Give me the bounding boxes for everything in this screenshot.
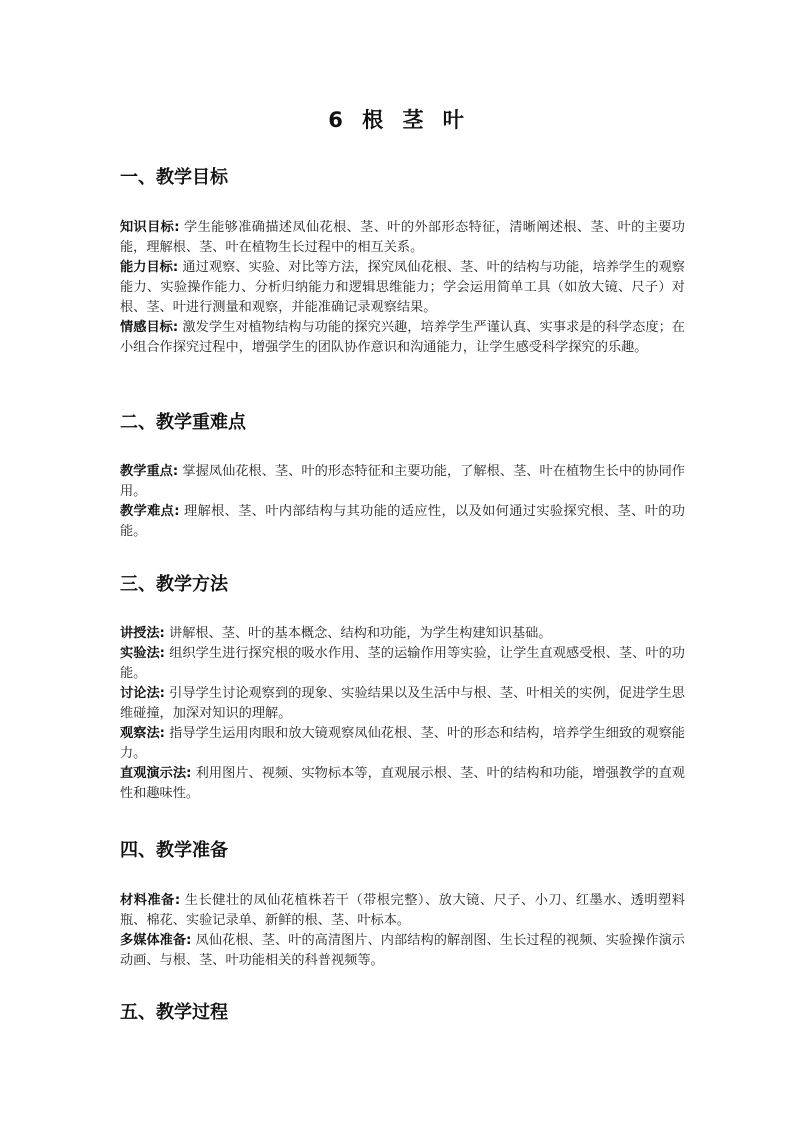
section-heading: 二、教学重难点 <box>120 412 246 433</box>
section-body <box>120 891 685 971</box>
paragraph-knowledge-goal <box>120 218 685 258</box>
paragraph-label: 教学重点: <box>120 464 179 479</box>
paragraph-text: 学生能够准确描述凤仙花根、茎、叶的外部形态特征，清晰阐述根、茎、叶的主要功能，理解根、茎、叶在植物生长过程中的相互关系。 <box>120 220 685 255</box>
section-heading: 五、教学过程 <box>120 1002 228 1023</box>
section-teaching-methods <box>120 573 685 804</box>
paragraph-experiment-method <box>120 644 685 684</box>
paragraph-text: 通过观察、实验、对比等方法，探究凤仙花根、茎、叶的结构与功能，培养学生的观察能力、实验操作能力、分析归纳能力和逻辑思维能力；学会运用简单工具（如放大镜、尺子）对根、茎、叶进行测量和观察，并能准确记录观察结果。 <box>120 260 685 315</box>
paragraph-label: 多媒体准备: <box>120 933 192 948</box>
paragraph-demonstration-method <box>120 764 685 804</box>
paragraph-text: 讲解根、茎、叶的基本概念、结构和功能，为学生构建知识基础。 <box>164 626 552 641</box>
section-body <box>120 462 685 542</box>
paragraph-label: 直观演示法: <box>120 766 192 781</box>
paragraph-text: 生长健壮的凤仙花植株若干（带根完整）、放大镜、尺子、小刀、红墨水、透明塑料瓶、棉花、实验记录单、新鲜的根、茎、叶标本。 <box>120 893 685 928</box>
paragraph-text: 凤仙花根、茎、叶的高清图片、内部结构的解剖图、生长过程的视频、实验操作演示动画、与根、茎、叶功能相关的科普视频等。 <box>120 933 685 968</box>
section-teaching-preparation <box>120 839 685 971</box>
paragraph-label: 观察法: <box>120 726 165 741</box>
paragraph-text: 组织学生进行探究根的吸水作用、茎的运输作用等实验，让学生直观感受根、茎、叶的功能。 <box>120 646 685 681</box>
paragraph-material-prep <box>120 891 685 931</box>
paragraph-text: 利用图片、视频、实物标本等，直观展示根、茎、叶的结构和功能，增强教学的直观性和趣味性。 <box>120 766 685 801</box>
section-heading: 一、教学目标 <box>120 167 228 188</box>
paragraph-text: 引导学生讨论观察到的现象、实验结果以及生活中与根、茎、叶相关的实例，促进学生思维碰撞，加深对知识的理解。 <box>120 686 685 721</box>
section-teaching-goals <box>120 166 685 358</box>
paragraph-ability-goal <box>120 258 685 318</box>
paragraph-emotion-goal <box>120 318 685 358</box>
document-title: 6 根 茎 叶 <box>328 108 470 132</box>
paragraph-lecture-method <box>120 624 685 644</box>
paragraph-text: 指导学生运用肉眼和放大镜观察凤仙花根、茎、叶的形态和结构，培养学生细致的观察能力。 <box>120 726 685 761</box>
paragraph-multimedia-prep <box>120 931 685 971</box>
paragraph-label: 情感目标: <box>120 320 179 335</box>
paragraph-label: 材料准备: <box>120 893 181 908</box>
section-heading: 四、教学准备 <box>120 840 228 861</box>
paragraph-text: 激发学生对植物结构与功能的探究兴趣，培养学生严谨认真、实事求是的科学态度；在小组合作探究过程中，增强学生的团队协作意识和沟通能力，让学生感受科学探究的乐趣。 <box>120 320 685 355</box>
paragraph-text: 理解根、茎、叶内部结构与其功能的适应性，以及如何通过实验探究根、茎、叶的功能。 <box>120 504 685 539</box>
section-teaching-process <box>120 1001 685 1025</box>
paragraph-teaching-focus <box>120 462 685 502</box>
paragraph-text: 掌握凤仙花根、茎、叶的形态特征和主要功能，了解根、茎、叶在植物生长中的协同作用。 <box>120 464 685 499</box>
paragraph-label: 教学难点: <box>120 504 180 519</box>
section-key-difficult-points <box>120 411 685 542</box>
section-body <box>120 624 685 804</box>
paragraph-label: 讨论法: <box>120 686 165 701</box>
section-body <box>120 218 685 358</box>
paragraph-label: 能力目标: <box>120 260 179 275</box>
paragraph-label: 实验法: <box>120 646 165 661</box>
paragraph-observation-method <box>120 724 685 764</box>
paragraph-teaching-difficulty <box>120 502 685 542</box>
section-heading: 三、教学方法 <box>120 574 228 595</box>
paragraph-label: 知识目标: <box>120 220 180 235</box>
paragraph-label: 讲授法: <box>120 626 165 641</box>
paragraph-discussion-method <box>120 684 685 724</box>
